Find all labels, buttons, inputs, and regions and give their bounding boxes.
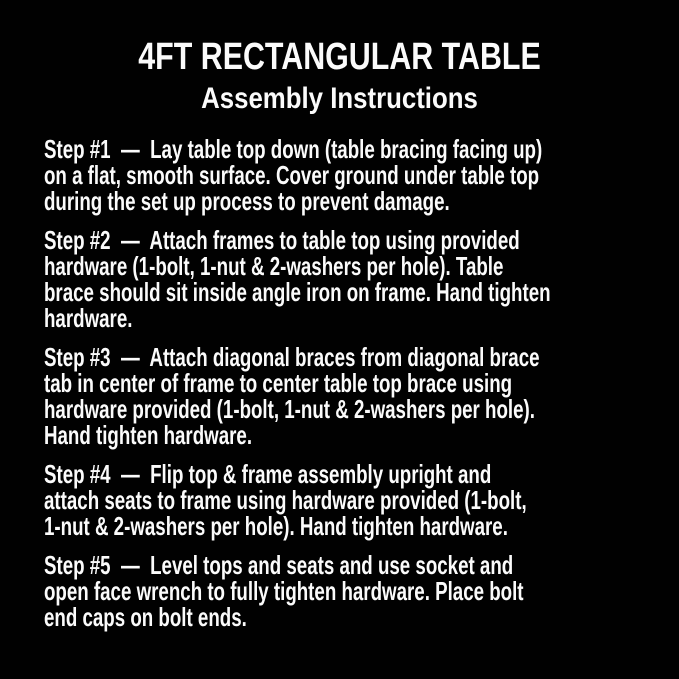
step-2-line-2: hardware (1-bolt, 1-nut & 2-washers per hole). Table <box>44 251 504 281</box>
step-1-line-2: on a flat, smooth surface. Cover ground under table top <box>44 160 540 190</box>
step-5-line-3: end caps on bolt ends. <box>44 602 247 632</box>
step-1 <box>44 136 679 214</box>
step-3-line-3: hardware provided (1-bolt, 1-nut & 2-washers per hole). <box>44 394 535 424</box>
step-2-line-4: hardware. <box>44 303 133 333</box>
step-3 <box>44 344 679 448</box>
steps-list <box>0 136 679 630</box>
step-4-line-2: attach seats to frame using hardware provided (1-bolt, <box>44 485 527 515</box>
step-5-line-2: open face wrench to fully tighten hardware. Place bolt <box>44 576 524 606</box>
step-1-line-1: Step #1 — Lay table top down (table bracing facing up) <box>44 134 543 164</box>
step-5 <box>44 552 679 630</box>
step-1-line-3: during the set up process to prevent damage. <box>44 186 450 216</box>
step-5-line-1: Step #5 — Level tops and seats and use socket and <box>44 550 514 580</box>
step-3-line-2: tab in center of frame to center table top brace using <box>44 368 513 398</box>
step-4 <box>44 461 679 539</box>
step-3-line-4: Hand tighten hardware. <box>44 420 253 450</box>
step-3-line-1: Step #3 — Attach diagonal braces from diagonal brace <box>44 342 540 372</box>
step-4-line-3: 1-nut & 2-washers per hole). Hand tighten hardware. <box>44 511 508 541</box>
page-title: 4FT RECTANGULAR TABLE <box>138 36 541 78</box>
step-4-line-1: Step #4 — Flip top & frame assembly upright and <box>44 459 492 489</box>
step-2-line-3: brace should sit inside angle iron on frame. Hand tighten <box>44 277 551 307</box>
step-2 <box>44 227 679 331</box>
page-subtitle: Assembly Instructions <box>201 82 478 115</box>
step-2-line-1: Step #2 — Attach frames to table top using provided <box>44 225 520 255</box>
